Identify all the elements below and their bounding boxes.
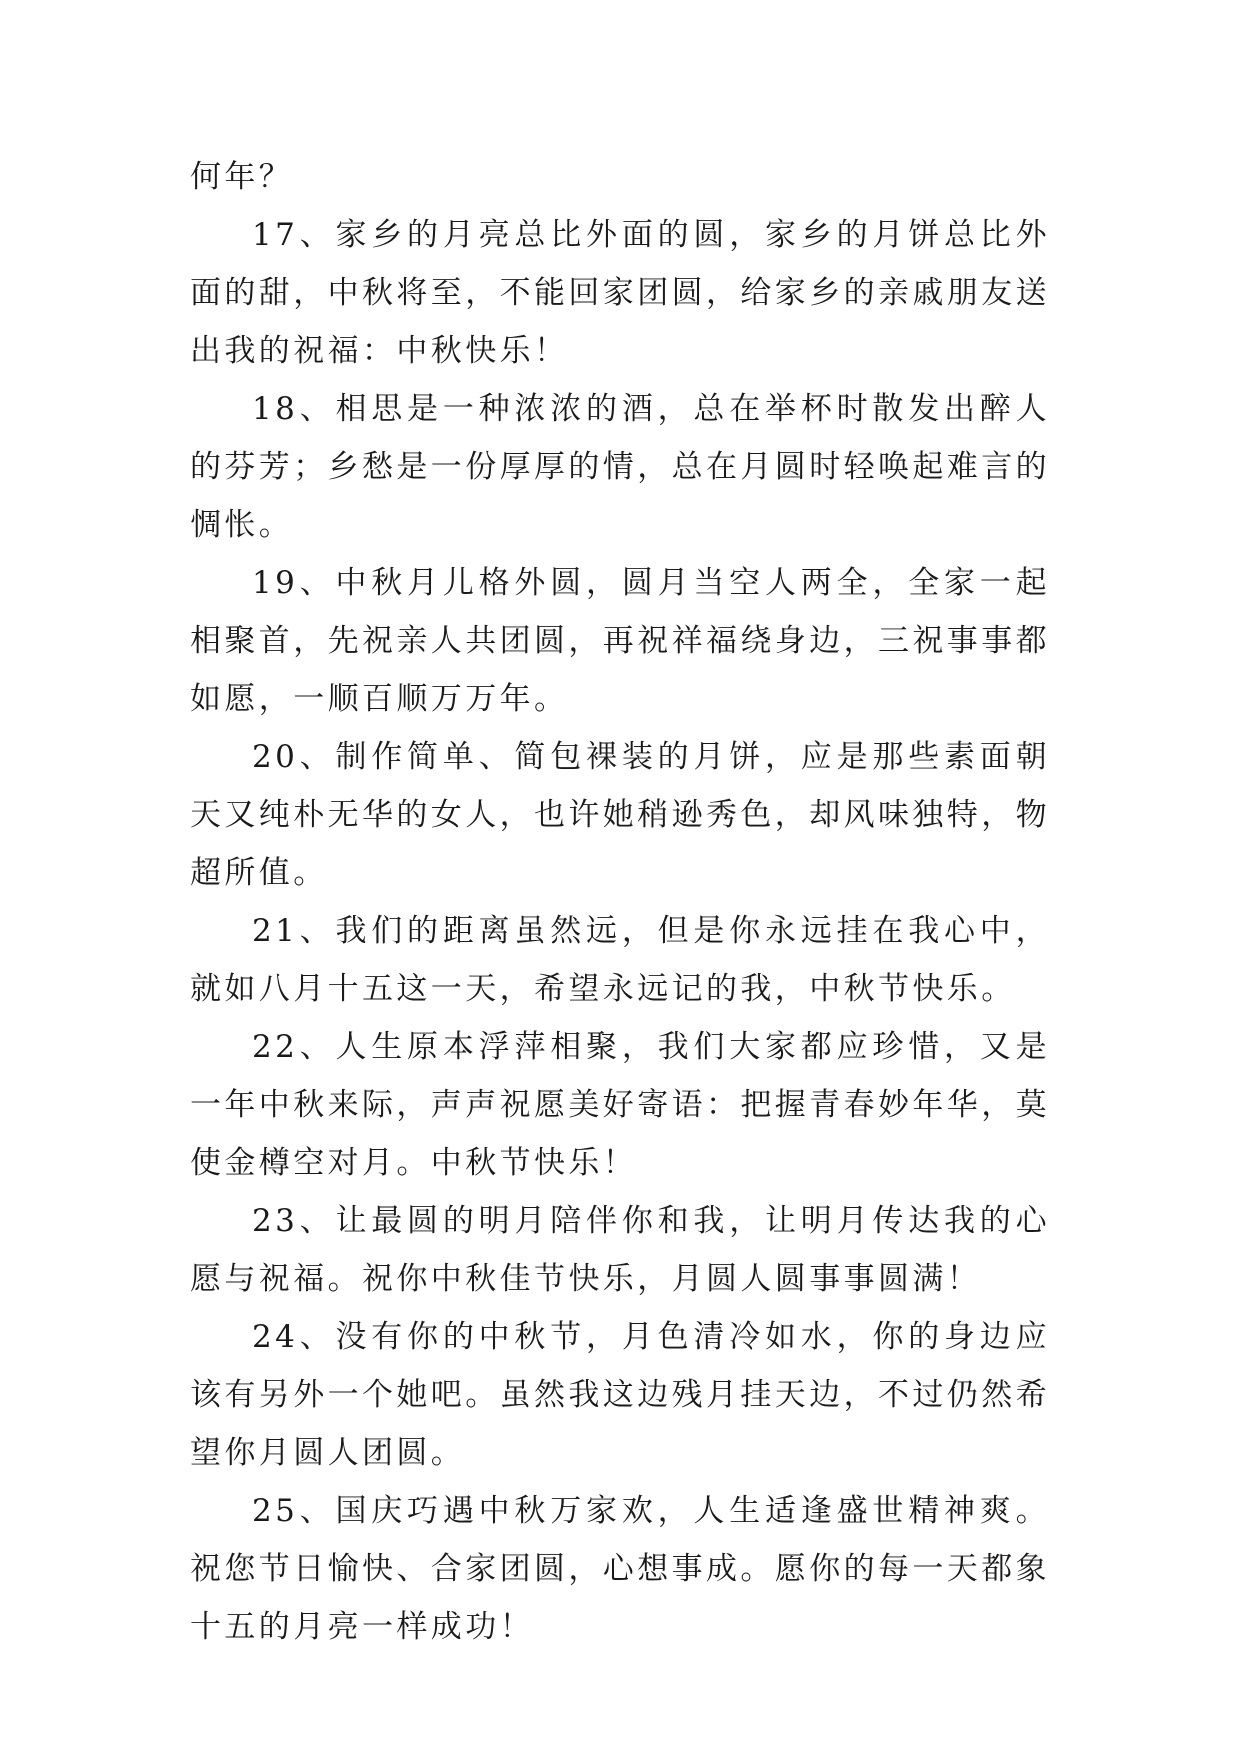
paragraph-24: 24、没有你的中秋节，月色清冷如水，你的身边应该有另外一个她吧。虽然我这边残月挂天边，不过仍然希望你月圆人团圆。 [190,1319,1050,1471]
paragraph-25: 25、国庆巧遇中秋万家欢，人生适逢盛世精神爽。祝您节日愉快、合家团圆，心想事成。愿你的每一天都象十五的月亮一样成功！ [190,1493,1050,1645]
paragraph-19: 19、中秋月儿格外圆，圆月当空人两全，全家一起相聚首，先祝亲人共团圆，再祝祥福绕身边，三祝事事都如愿，一顺百顺万万年。 [190,565,1050,717]
paragraph-16-continuation: 何年？ [190,159,294,195]
paragraph-20: 20、制作简单、简包裸装的月饼，应是那些素面朝天又纯朴无华的女人，也许她稍逊秀色，却风味独特，物超所值。 [190,739,1050,891]
paragraph-21: 21、我们的距离虽然远，但是你永远挂在我心中，就如八月十五这一天，希望永远记的我，中秋节快乐。 [190,913,1050,1007]
paragraph-17: 17、家乡的月亮总比外面的圆，家乡的月饼总比外面的甜，中秋将至，不能回家团圆，给家乡的亲戚朋友送出我的祝福：中秋快乐！ [190,217,1050,369]
paragraph-18: 18、相思是一种浓浓的酒，总在举杯时散发出醉人的芬芳；乡愁是一份厚厚的情，总在月圆时轻唤起难言的惆怅。 [190,391,1050,543]
paragraph-22: 22、人生原本浮萍相聚，我们大家都应珍惜，又是一年中秋来际，声声祝愿美好寄语：把握青春妙年华，莫使金樽空对月。中秋节快乐！ [190,1029,1050,1181]
paragraph-23: 23、让最圆的明月陪伴你和我，让明月传达我的心愿与祝福。祝你中秋佳节快乐，月圆人圆事事圆满！ [190,1203,1050,1297]
document-page [190,148,1050,1656]
